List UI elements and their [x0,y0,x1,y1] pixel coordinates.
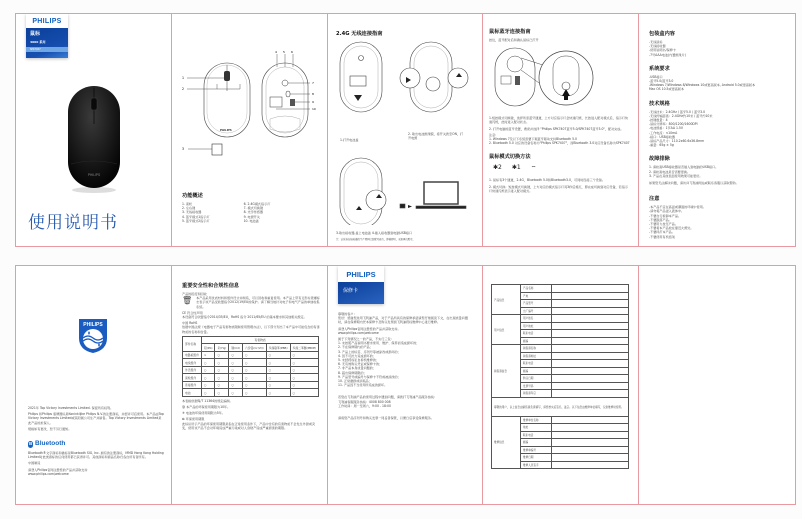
model: SPK7407 [26,47,68,52]
form-field[interactable] [552,446,629,454]
form-field[interactable] [552,315,629,323]
form-field[interactable] [552,416,629,424]
features-col-left: 1. 滚轮 2. 左右键 3. 无线接收器 4. 蓝牙模式1指示灯 5. 蓝牙模式2指示灯 [182,202,210,223]
safety-panel: 重要安全性和合规性信息 产品的报废和回收 🗑 本产品采用优质材料和组件设计并制造，可以回收和重复使用。本产品上带有叉形垃圾桶标志表示该产品受欧盟指令2012/19/EU的保护。请了解当地针对电子和电气产品的单独收集系统。 CE 符合性声明 本设备符合欧盟指令2014/35/EU，RoHS 指令 2011/65/EU 的基本要求和其他相关规定。 中国 RoHS 依据中国法规《电器电子产品有害物质限制使用管理办法》，以下部分列出了本产品中可能包含的有害物质的名称和含量。 部件名称 有害物质 铅(Pb) 汞(Hg) 镉(Cd) 六价铬(Cr(VI)) 多溴联苯(PBB) 多溴二苯醚(PBDE) 电路板组件 × ○ ○ ○ ○ ○ 电线组件 ○ ○ ○ ○ ○ ○ 外壳组件 ○ ○ ○ ○ ○ ○ 滚轮组件 ○ ○ ○ ○ ○ ○ 连接组件 ○ ○ ○ ○ ○ ○ 电池 ○ ○ ○ ○ ○ ○ 本表格依据SJ/T 11364的规定编制。 ⓾ 本产品的环保使用期限为10年。 ⑤ 电池的环保使用期限为5年。 ♻ 环保使用期限 此标识所示产品的环保使用期限是指在正常使用条件下，产品中含有的有害物质不会发生外泄或突变，使用该产品不会对环境造成严重污染或对人身财产造成严重损害的期限。 [172,266,328,504]
form-field[interactable] [552,307,629,315]
form-field[interactable] [552,292,629,300]
svg-text:PHILIPS: PHILIPS [83,322,103,328]
form-field[interactable] [552,360,629,368]
caution-heading: 注意 [649,196,660,203]
weee-bin-icon: 🗑 [182,296,193,306]
register-text: 请登入Philips官网注册您的产品并获取支持 [28,467,88,472]
form-field[interactable] [552,345,629,353]
bt-intro: 按住，蓝牙配对后和确认鼠标已打开 [489,38,539,42]
manual-title: 使用说明书 [28,213,118,233]
wifi-indicator-icon: ⌔ [530,165,537,173]
troubleshoot-heading: 故障排除 [649,156,670,163]
svg-text:3: 3 [182,147,185,151]
step1-caption: 1.打开电池盖 [340,138,359,142]
svg-text:2: 2 [182,87,185,91]
bluetooth-guide-panel [483,14,639,246]
package-heading: 包装盒内容 [649,31,675,37]
features-heading: 功能概述 [182,193,203,199]
bluetooth-logo: ʙ Bluetooth [28,440,66,448]
wireless-note: 注：该鼠标在接收器的生产期间已经配对成功，即插即用，无需再次配对。 [336,238,415,241]
warranty-form: 产品信息 产品名称 产地 产品型号 出厂编号 用户信息 用户姓名 用户地址 联系电话 邮编 销售商信息 销售商名称 销售商地址 联系电话 邮编 购买日期 发票号码 销售商印章 尊敬的用户，以上信息由销售商负责填写，请您核实后签名、盖章。以下信息由维修单位填写，仅供维修时使用。 维修信息 维修单位名称 地址 联系电话 邮编 维修单编号 维修日期 维修人员签字 [491,284,629,469]
features-col-right: 6. 2.4G模式指示灯 7. 模式切换键 8. 光学传感器 9. 电源开关 10. 电池盖 [243,202,271,223]
bluetooth-notice: Bluetooth®文字商标和徽标是Bluetooth SIG, Inc. 拥有的注册商标，MMD Hong Kong Holding Limited对此类商标的任何使用都已获得许可。其他商标和商品名称归各自所有者所有。 [28,451,164,460]
mode-step2: 2. 模式切换：短按模式切换键，上方对应的模式指示灯亮3秒后熄灭，即完成切换到对应设备，若指示灯快速闪烁表示进入配对模式。 [489,184,628,193]
series: 4000 系列 [30,40,46,44]
table-row: 电路板组件 × ○ ○ ○ ○ ○ [183,351,319,359]
warranty-form-panel [483,266,639,504]
svg-text:5: 5 [283,50,285,54]
copyright: 2021年 Top Victory Investments Limited. 保留所有权利。 [28,406,114,410]
rohs-table: 部件名称 有害物质 铅(Pb) 汞(Hg) 镉(Cd) 六价铬(Cr(VI)) 多溴联苯(PBB) 多溴二苯醚(PBDE) 电路板组件 × ○ ○ ○ ○ ○ 电线组件 ○ ○ ○ ○ ○ ○ 外壳组件 ○ ○ ○ ○ ○ ○ 滚轮组件 ○ ○ ○ ○ ○ ○ 连接组件 ○ ○ ○ ○ ○ ○ 电池 ○ ○ ○ ○ ○ ○ [182,336,319,397]
bt-diagram [491,46,621,108]
mode-step1: 1. 鼠标有3个通道，2.4G，Bluetooth 5.0和Bluetooth3.0，可同时连接三个设备。 [489,178,605,183]
form-field[interactable] [552,337,629,345]
table-row: 滚轮组件 ○ ○ ○ ○ ○ ○ [183,374,319,382]
warranty-card-tag: PHILIPS 保修卡 [338,266,384,304]
svg-text:PHILIPS: PHILIPS [87,173,100,177]
table-row: 电池 ○ ○ ○ ○ ○ ○ [183,389,319,397]
bt-heading: 鼠标蓝牙连接指南 [489,29,531,35]
svg-text:PHILIPS: PHILIPS [220,128,232,132]
form-field[interactable] [552,382,629,390]
bt2-indicator-icon: ✱2 [493,164,502,172]
form-field[interactable] [552,322,629,330]
form-field[interactable] [552,454,629,462]
philips-shield-logo [78,318,108,354]
form-field[interactable] [552,461,629,469]
mouse-diagram [182,49,322,159]
form-field[interactable] [552,375,629,383]
mode-heading: 鼠标模式切换方法 [489,154,531,161]
bt1-indicator-icon: ✱1 [511,164,521,172]
form-field[interactable] [552,439,629,447]
bt-notes-title: 注意： [489,132,499,137]
back-cover-panel [16,266,172,504]
step34-caption: 3.取出接收器,盖上电池盖 4.插入接收器到电脑USB接口 [336,231,413,235]
env-5-icon: ⑤ [182,411,186,416]
spec-heading: 技术规格 [649,100,670,107]
product-label [26,28,68,58]
specs-panel: 包装盒内容 -无线鼠标 -无线接收器 -使用说明书/保修卡 -7号AAA电池(内置绝缘片) 系统要求 -USB接口 -蓝牙5.0/蓝牙3.0 -Windows 7/Windows 8/Windows 10或更高版本, Android 5.0或更高版本 Mac OS 10.5或更高版本 技术规格 -无线技术：2.4GHz / 蓝牙5.0 / 蓝牙3.0 -无线传输距离：2.4GHz约10米 / 蓝牙约10米 -按键数量：4 -鼠标分辨率：800/1200/1600DPI -电池规格：1节AA 1.5V -工作电流：<10mA -接口：USB接收器 -鼠标产品尺寸：110.2x60.6x36.8mm -重量：65g ± 5g 故障排除 1. 请检查USB接收器是否插入到电脑的USB接口。 2. 请检查电池是否需要更换。 3. 产品在其他表面使用效果可能更好。 如果您无法解决问题，请访问飞利浦网站或联系客服以获取帮助。 注意 -本产品不宜在高温或潮湿的环境中使用。 -请勿将产品浸入液体中。 -不要自行拆卸本产品。 -不要跌落产品。 -不要用力按压产品。 -不要将本产品放在靠近火源处。 -不要摔打本产品。 -不要使用有机溶剂 [639,14,795,246]
features-panel [172,14,328,246]
svg-text:1: 1 [182,76,185,80]
mode-indicators [493,164,631,172]
form-field[interactable] [552,431,629,439]
top-sheet [15,13,796,247]
form-field[interactable] [552,367,629,375]
wireless-heading: 2.4G 无线连接指南 [336,31,383,37]
mouse-image [65,84,123,194]
svg-text:9: 9 [312,100,314,104]
form-field[interactable] [552,424,629,432]
bt-note2: 2. Bluetooth 5.0 对应的设备名称为"Philips SPK7407"，而Bluetooth 3.0对应设备名称为SPK7407 [489,141,630,146]
form-field[interactable] [552,390,629,398]
support-url[interactable]: www.philips.com/welcome [28,471,69,476]
warranty-panel: PHILIPS 保修卡 尊敬的客户： 您好！感谢您选用飞利浦产品，对于产品所具有的保修承诺请您仔细阅读下文，在出现质量问题时，请在保修期内凭本保修卡及购买发票到飞利浦授权维修中心进行维修。 请登入Philips官网注册您的产品并获取支持。 www.philips.com/welcome 属于下列情况之一的产品，不实行三包： 1. 未按照产品说明书要求使用、维护、保养而造成损坏的； 2. 不在保修期内的产品； 3. 产品上的标签、序列号等被涂改或损坏的； 4. 因不可抗力造成损坏的； 5. 未经授权私自拆机维修的； 6. 无有效购买凭证或保修卡的； 7. 非产品本身质量问题的； 8. 超出保修期限的； 9. 产品型号或编号与保修卡不符或被涂改的； 10. 正常磨损或消耗品； 11. 产品因不当使用所造成的损坏。 若您在飞利浦产品的使用过程中遇到问题，请拨打飞利浦产品服务热线： 飞利浦客服服务热线：4008 800 008 工作时间：周一至周六，9:00 - 18:00 请将您产品序列号和购买发票一同妥善保管，以便日后享受保修服务。 [328,266,483,504]
svg-text:10: 10 [312,107,316,111]
form-field[interactable] [552,352,629,360]
blank-panel [639,266,795,504]
spec-notice: 规格如有更改，恕不另行通知。 [28,426,72,431]
cover-panel [16,14,172,246]
system-heading: 系统要求 [649,65,670,72]
warranty-url[interactable]: www.philips.com/welcome [338,330,379,335]
svg-text:7: 7 [312,81,314,85]
bluetooth-icon: ʙ [28,441,33,448]
bt-note1: 1. Windows 7及以下系统需要下载蓝牙驱动支持Bluetooth 5.0 [489,137,578,142]
philips-logo: PHILIPS [32,17,62,25]
svg-text:4: 4 [275,50,277,54]
hotline: 飞利浦客服服务热线：4008 800 008 [338,399,391,404]
features-list [182,192,322,223]
trademark: Philips 和Philips 盾牌图标是Koninklijke Philips N.V.的注册商标，并经许可后使用。本产品由Top Victory Investments Limited或其附属公司生产并销售。Top Victory Investments Limited是此产品的担保人。 [28,412,164,425]
made-in: 中国制造 [28,461,41,466]
recycle-icon: ♻ [182,417,186,422]
bt-step2: 2. 打开电脑的蓝牙设置，搜索并选择 "Philips SPK7407蓝牙5.0/SPK7407蓝牙3.0"，配对完成。 [489,126,624,131]
form-field[interactable] [552,285,629,293]
brand-tag [26,14,68,58]
wireless-guide-panel [328,14,483,246]
table-row: 电线组件 ○ ○ ○ ○ ○ ○ [183,359,319,367]
bt-step1: 1.短按模式切换键，选择所需蓝牙通道，上方对应指示灯会快速闪烁，长按进入配对模式后，指示灯快速闪烁，此时进入配对状态。 [489,116,629,125]
product-type: 鼠标 [30,31,41,37]
table-row: 连接组件 ○ ○ ○ ○ ○ ○ [183,381,319,389]
svg-text:8: 8 [312,92,314,96]
env-10-icon: ⓾ [182,405,187,410]
safety-heading: 重要安全性和合规性信息 [182,283,240,289]
svg-text:6: 6 [291,50,293,54]
bottom-sheet [15,265,796,505]
form-field[interactable] [552,300,629,308]
form-field[interactable] [552,330,629,338]
table-row: 外壳组件 ○ ○ ○ ○ ○ ○ [183,366,319,374]
step2-caption: 2. 取出电池绝缘膜，将开关拨至ON，打开电源 [408,132,464,141]
